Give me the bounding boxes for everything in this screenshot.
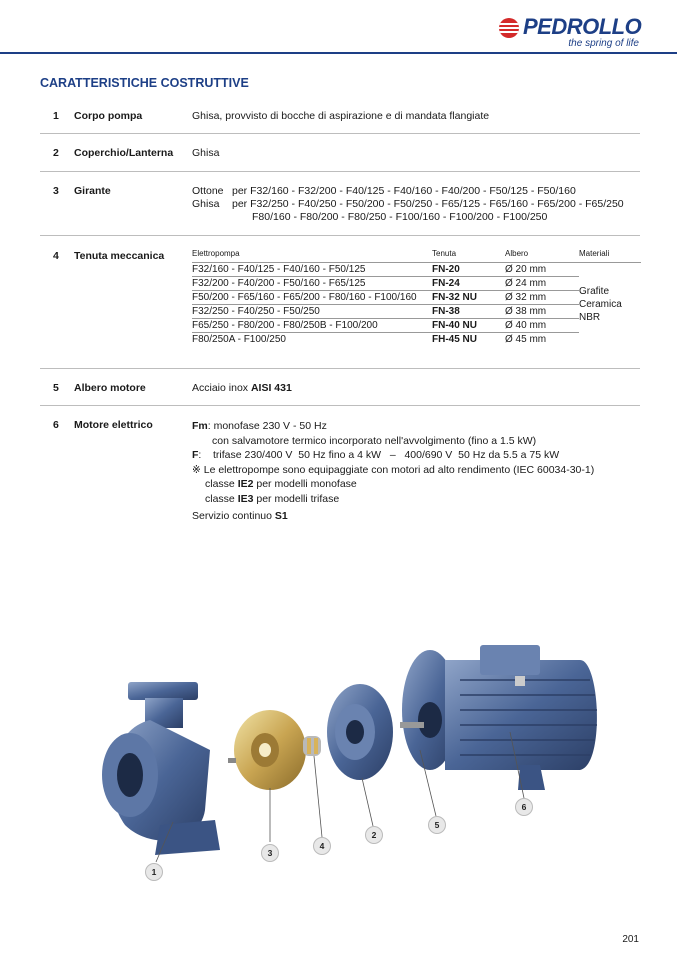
note-icon: ※ (192, 463, 201, 476)
material-item: Ceramica (579, 299, 622, 311)
shaft-diameter: Ø 45 mm (505, 334, 547, 346)
classe-code: IE3 (237, 492, 254, 505)
mechanical-seal-table (192, 249, 641, 347)
shaft-diameter: Ø 38 mm (505, 305, 579, 319)
divider (40, 405, 640, 406)
mechanical-seal (303, 736, 321, 756)
seal-code: FN-38 (432, 305, 505, 319)
col-header-materials: Materiali (579, 249, 641, 263)
shaft-diameter: Ø 20 mm (505, 263, 579, 277)
pump-body (102, 682, 220, 855)
header-rule (0, 52, 677, 54)
page-number: 201 (622, 934, 639, 945)
service-label: Servizio continuo (192, 510, 275, 522)
f-text: : trifase 230/400 V 50 Hz fino a 4 kW – 400/690 V 50 Hz da 5.5 a 75 kW (198, 449, 560, 461)
seal-code: FN-32 NU (432, 291, 505, 305)
callout-2: 2 (365, 826, 383, 844)
classe-code: IE2 (237, 478, 254, 490)
impeller-models-castiron-cont: F80/160 - F80/200 - F80/250 - F100/160 - F100/200 - F100/250 (252, 211, 548, 223)
pump-models: F32/250 - F40/250 - F50/250 (192, 305, 432, 319)
spec-label: Albero motore (74, 382, 146, 394)
seal-code: FN-24 (432, 277, 505, 291)
pump-models: F32/200 - F40/200 - F50/160 - F65/125 (192, 277, 432, 291)
service-line (192, 509, 640, 524)
callout-3: 3 (261, 844, 279, 862)
table-row (192, 263, 641, 277)
impeller-material-castiron: Ghisa (192, 198, 220, 210)
pump-models: F32/160 - F40/125 - F40/160 - F50/125 (192, 263, 432, 277)
impeller-models-brass: per F32/160 - F32/200 - F40/125 - F40/160 - F40/200 - F50/125 - F50/160 (232, 185, 576, 197)
seal-code: FN-20 (432, 263, 505, 277)
impeller-materials (192, 185, 640, 224)
divider (40, 368, 640, 369)
impeller (228, 710, 306, 790)
classe-prefix: classe (205, 492, 238, 505)
spec-number: 4 (53, 250, 59, 262)
spec-label: Corpo pompa (74, 110, 143, 122)
electric-motor (400, 645, 597, 790)
spec-number: 5 (53, 382, 59, 394)
col-header-pump: Elettropompa (192, 249, 432, 263)
classe-ie2 (192, 477, 640, 492)
spec-number: 3 (53, 185, 59, 197)
classe-suffix: per modelli monofase (253, 478, 357, 490)
seal-code: FN-40 NU (432, 319, 505, 333)
spec-label: Girante (74, 185, 111, 197)
spec-value: Ghisa, provvisto di bocche di aspirazione e di mandata flangiate (192, 110, 490, 122)
fm-label: Fm (192, 420, 208, 432)
pedrollo-logo (499, 14, 642, 50)
divider (40, 235, 640, 236)
spec-label: Coperchio/Lanterna (74, 147, 174, 159)
table-row (192, 277, 641, 291)
pump-models: F65/250 - F80/200 - F80/250B - F100/200 (192, 319, 432, 333)
shaft-grade: AISI 431 (250, 382, 292, 394)
impeller-models-castiron: per F32/250 - F40/250 - F50/200 - F50/250 - F65/125 - F65/160 - F65/200 - F65/250 (232, 198, 624, 210)
seal-code: FH-45 NU (432, 334, 478, 346)
table-row (192, 333, 641, 347)
spec-number: 2 (53, 147, 59, 159)
callout-5: 5 (428, 816, 446, 834)
spec-label: Tenuta meccanica (74, 250, 165, 262)
pump-exploded-illustration (0, 560, 677, 920)
impeller-material-brass: Ottone (192, 185, 224, 197)
callout-6: 6 (515, 798, 533, 816)
table-row (192, 291, 641, 305)
section-title: CARATTERISTICHE COSTRUTTIVE (40, 76, 249, 90)
lantern-cover (327, 684, 393, 780)
fm-text: : monofase 230 V - 50 Hz (207, 420, 327, 432)
material-item: Grafite (579, 286, 610, 298)
brand-tagline: the spring of life (568, 38, 639, 49)
callout-1: 1 (145, 863, 163, 881)
divider (40, 171, 640, 172)
col-header-seal: Tenuta (432, 249, 505, 263)
shaft-diameter: Ø 40 mm (505, 319, 579, 333)
seal-materials (579, 263, 641, 347)
service-class: S1 (274, 510, 288, 522)
spec-number: 6 (53, 419, 59, 431)
divider (40, 133, 640, 134)
logo-mark-icon (499, 18, 519, 38)
spec-number: 1 (53, 110, 59, 122)
note-text: Le elettropompe sono equipaggiate con motori ad alto rendimento (IEC 60034-30-1) (200, 463, 595, 476)
f-label: F (192, 449, 199, 461)
table-row (192, 305, 641, 319)
shaft-material: Acciaio inox (192, 382, 251, 394)
spec-label: Motore elettrico (74, 419, 153, 431)
spec-value: Ghisa (192, 147, 220, 159)
classe-suffix: per modelli trifase (253, 492, 340, 505)
pump-models: F80/250A - F100/250 (192, 334, 286, 346)
callout-4: 4 (313, 837, 331, 855)
motor-details (192, 419, 640, 524)
table-row (192, 319, 641, 333)
brand-name: PEDROLLO (523, 14, 642, 39)
col-header-shaft: Albero (505, 249, 579, 263)
spec-value (192, 382, 640, 395)
classe-ie3 (192, 492, 640, 507)
classe-prefix: classe (205, 478, 238, 490)
pump-models: F50/200 - F65/160 - F65/200 - F80/160 - F100/160 (192, 291, 432, 305)
shaft-diameter: Ø 24 mm (505, 277, 579, 291)
table-header-row (192, 249, 641, 263)
material-item: NBR (579, 312, 601, 324)
fm-sub: con salvamotore termico incorporato nell'avvolgimento (fino a 1.5 kW) (212, 434, 537, 447)
shaft-diameter: Ø 32 mm (505, 291, 579, 305)
